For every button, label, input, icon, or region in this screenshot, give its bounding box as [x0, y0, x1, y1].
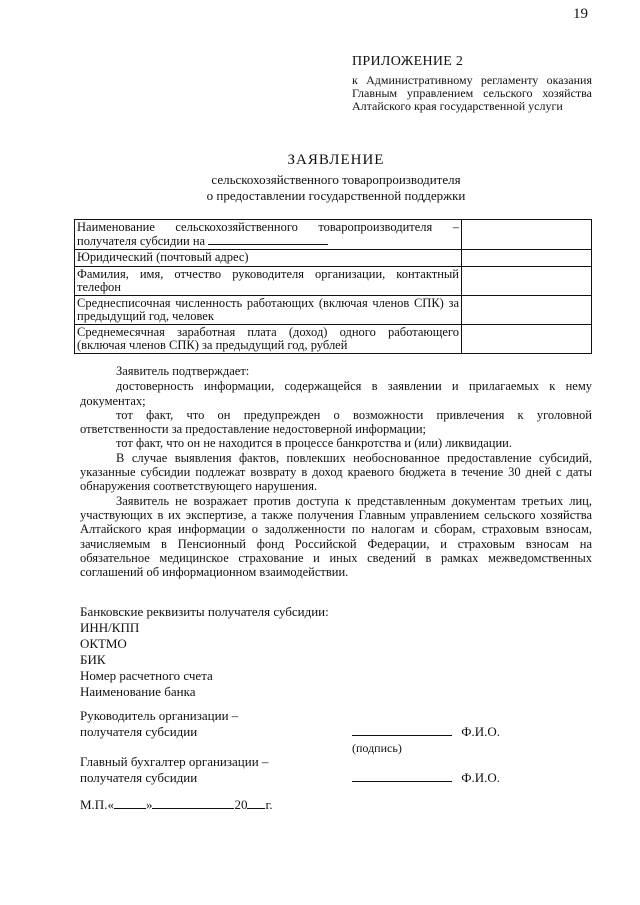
date-day-blank[interactable]	[114, 797, 146, 809]
appendix-text: к Административному регламенту оказания Главным управлением сельского хозяйства Алтайского края государственной услуги	[352, 73, 592, 113]
document-subtitle-1: сельскохозяйственного товаропроизводителя	[211, 172, 461, 187]
row-label-salary: Среднемесячная заработная плата (доход) одного работающего (включая членов СПК) за предыдущий год, рублей	[75, 325, 462, 354]
declaration-paragraph: В случае выявления фактов, повлекших необоснованное предоставление субсидий, указанные субсидии подлежат возврату в доход краевого бюджета в течение 30 дней с даты обнаружения соответствующего нарушения.	[80, 450, 592, 494]
accountant-signature-line[interactable]	[352, 781, 452, 782]
stamp-label: М.П.«	[80, 797, 114, 812]
document-title: ЗАЯВЛЕНИЕ	[287, 152, 385, 168]
table-value-cell[interactable]	[462, 267, 592, 296]
head-signature-row	[352, 724, 500, 740]
table-row	[75, 296, 592, 325]
row-label-headcount: Среднесписочная численность работающих (включая членов СПК) за предыдущий год, человек	[75, 296, 462, 325]
table-value-cell[interactable]	[462, 220, 592, 250]
declaration-item: тот факт, что он предупрежден о возможности привлечения к уголовной ответственности за предоставление недостоверной информации;	[80, 407, 592, 437]
row-label-producer: Наименование сельскохозяйственного товаропроизводителя – получателя субсидии на	[77, 220, 459, 248]
table-row	[75, 250, 592, 267]
subsidy-purpose-blank[interactable]	[208, 234, 328, 245]
accountant-title-line1: Главный бухгалтер организации –	[80, 754, 269, 769]
stamp-date-line	[80, 797, 273, 813]
signature-hint: (подпись)	[352, 741, 402, 755]
applicant-info-table	[74, 219, 592, 354]
head-signature-line[interactable]	[352, 735, 452, 736]
accountant-signature-row	[352, 770, 500, 786]
head-fio-label: Ф.И.О.	[461, 724, 501, 739]
accountant-fio-label: Ф.И.О.	[461, 770, 501, 785]
declaration-paragraph: Заявитель не возражает против доступа к представленным документам третьих лиц, участвующих в их экспертизе, а также получения Главным управлением сельского хозяйства Алтайского края информации о задолженности по налогам и сборам, страховым взносам, зачисляемым в Пенсионный фонд Российской Федерации, и страховым взносам на обязательное медицинское страхование и иных сведений в рамках межведомственных соглашений об информационном взаимодействии.	[80, 493, 592, 580]
date-year-suffix: г.	[265, 797, 273, 812]
date-year-blank[interactable]	[247, 797, 265, 809]
bank-details-title: Банковские реквизиты получателя субсидии:	[80, 604, 329, 619]
head-signature-label	[80, 708, 238, 740]
declaration-intro: Заявитель подтверждает:	[116, 364, 250, 378]
date-year-prefix: 20	[234, 797, 248, 812]
bank-bik-label: БИК	[80, 652, 106, 667]
table-row	[75, 220, 592, 250]
declaration-item: тот факт, что он не находится в процессе банкротства и (или) ликвидации.	[116, 436, 512, 451]
table-value-cell[interactable]	[462, 250, 592, 267]
appendix-block	[352, 54, 592, 113]
head-title-line1: Руководитель организации –	[80, 708, 239, 723]
bank-inn-label: ИНН/КПП	[80, 620, 140, 635]
table-row	[75, 267, 592, 296]
date-month-blank[interactable]	[152, 797, 234, 809]
head-title-line2: получателя субсидии	[80, 724, 198, 739]
page-number: 19	[573, 6, 588, 22]
bank-account-label: Номер расчетного счета	[80, 668, 213, 683]
date-close-quote: »	[145, 797, 153, 812]
row-label-address: Юридический (почтовый адрес)	[75, 250, 462, 267]
row-label-head-name: Фамилия, имя, отчество руководителя организации, контактный телефон	[75, 267, 462, 296]
bank-oktmo-label: ОКТМО	[80, 636, 127, 651]
bank-name-label: Наименование банка	[80, 684, 196, 699]
document-subtitle-2: о предоставлении государственной поддержки	[206, 188, 466, 203]
table-value-cell[interactable]	[462, 296, 592, 325]
declaration-item: достоверность информации, содержащейся в заявлении и прилагаемых к нему документах;	[80, 379, 592, 408]
accountant-signature-label	[80, 754, 268, 786]
accountant-title-line2: получателя субсидии	[80, 770, 198, 785]
table-row	[75, 325, 592, 354]
declaration-text	[80, 364, 592, 579]
appendix-title: ПРИЛОЖЕНИЕ 2	[352, 54, 464, 69]
table-value-cell[interactable]	[462, 325, 592, 354]
bank-details	[80, 604, 329, 700]
table-label-cell	[75, 220, 462, 250]
